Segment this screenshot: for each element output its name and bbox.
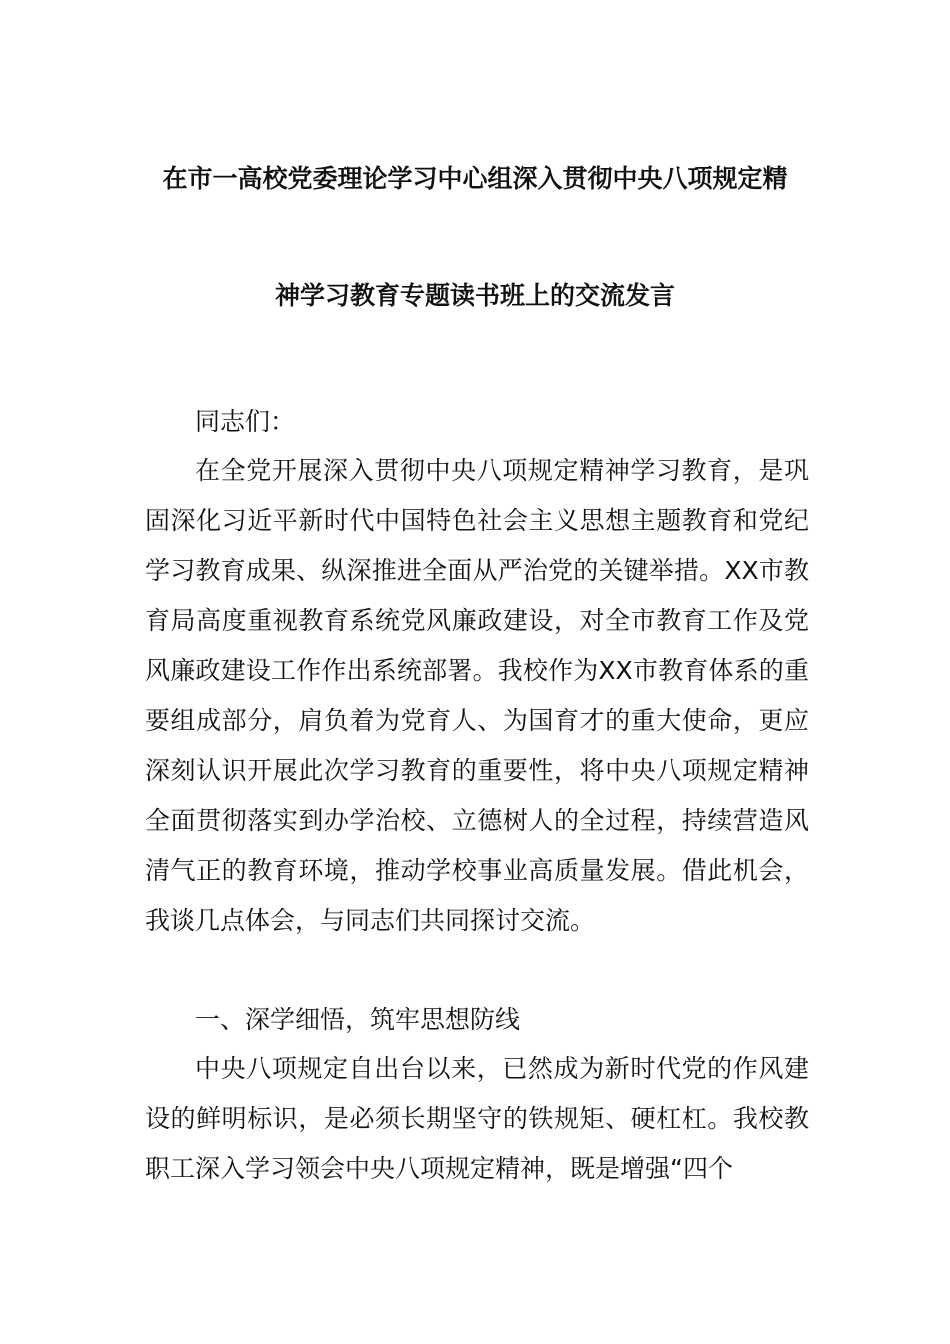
salutation <box>145 397 809 447</box>
document-title-line-2: 神学习教育专题读书班上的交流发言 <box>274 281 675 310</box>
section-heading-1 <box>145 995 809 1045</box>
paragraph-section-1 <box>145 1044 809 1194</box>
paragraph-intro-text: 在全党开展深入贯彻中央八项规定精神学习教育，是巩固深化习近平新时代中国特色社会主义思想主题教育和党纪学习教育成果、纵深推进全面从严治党的关键举措。XX市教育局高度重视教育系统党风廉政建设，对全市教育工作及党风廉政建设工作作出系统部署。我校作为XX市教育体系的重要组成部分，肩负着为党育人、为国育才的重大使命，更应深刻认识开展此次学习教育的重要性，将中央八项规定精神全面贯彻落实到办学治校、立德树人的全过程，持续营造风清气正的教育环境，推动学校事业高质量发展。借此机会，我谈几点体会，与同志们共同探讨交流。 <box>145 456 809 935</box>
salutation-text: 同志们： <box>195 407 296 436</box>
section-heading-1-text: 一、深学细悟，筑牢思想防线 <box>195 1005 521 1034</box>
document-title-line-1: 在市一高校党委理论学习中心组深入贯彻中央八项规定精 <box>162 164 788 193</box>
paragraph-section-1-text: 中央八项规定自出台以来，已然成为新时代党的作风建设的鲜明标识，是必须长期坚守的铁规矩、硬杠杠。我校教职工深入学习领会中央八项规定精神，既是增强“四个 <box>145 1054 809 1183</box>
paragraph-intro <box>145 446 809 946</box>
